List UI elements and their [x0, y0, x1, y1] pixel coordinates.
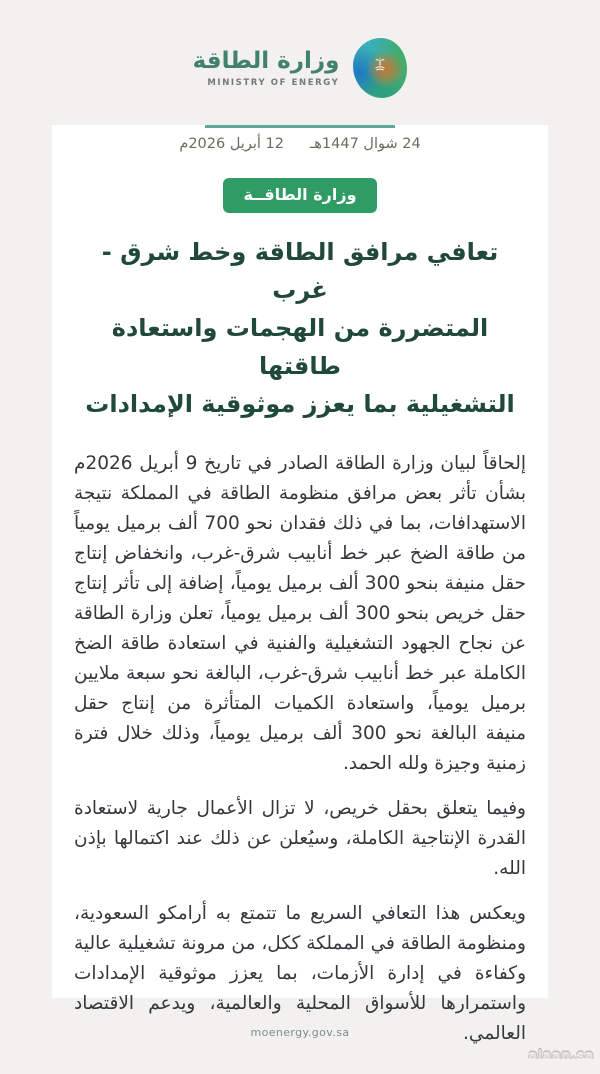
- ministry-logo-text: [193, 48, 340, 88]
- ministry-website-url: moenergy.gov.sa: [250, 1026, 350, 1039]
- ministry-logo: [0, 38, 600, 98]
- saudi-palm-emblem-icon: [375, 57, 386, 72]
- dateline: [74, 125, 526, 152]
- article-title-line-3: التشغيلية بما يعزز موثوقية الإمدادات: [85, 390, 515, 418]
- ministry-name-english: MINISTRY OF ENERGY: [207, 78, 340, 89]
- article-paragraph-1: إلحاقاً لبيان وزارة الطاقة الصادر في تاريخ 9 أبريل 2026م بشأن تأثر بعض مرافق منظومة الطاقة في المملكة نتيجة الاستهدافات، بما في ذلك فقدان نحو 700 ألف برميل يومياً من طاقة الضخ عبر خط أنابيب شرق-غرب، وانخفاض إنتاج حقل منيفة بنحو 300 ألف برميل يومياً، إضافة إلى تأثر إنتاج حقل خريص بنحو 300 ألف برميل يومياً، تعلن وزارة الطاقة عن نجاح الجهود التشغيلية والفنية في استعادة طاقة الضخ الكاملة عبر خط أنابيب شرق-غرب، البالغة نحو سبعة ملايين برميل يومياً، واستعادة الكميات المتأثرة من إنتاج حقل منيفة البالغة نحو 300 ألف برميل يومياً، وذلك خلال فترة زمنية وجيزة ولله الحمد.: [74, 453, 526, 774]
- date-gregorian: 12 أبريل 2026م: [179, 136, 284, 152]
- source-watermark: alaan.sa: [528, 1048, 594, 1063]
- ministry-of-energy-logo-icon: [353, 38, 407, 98]
- article-paragraph-3: ويعكس هذا التعافي السريع ما تتمتع به أرامكو السعودية، ومنظومة الطاقة في المملكة ككل، من مرونة تشغيلية عالية وكفاءة في إدارة الأزمات، بما يعزز موثوقية الإمدادات واستمرارها للأسواق المحلية والعالمية، ويدعم الاقتصاد العالمي.: [74, 903, 526, 1044]
- article-body: [74, 449, 526, 1049]
- article-title-line-2: المتضررة من الهجمات واستعادة طاقتها: [111, 314, 489, 380]
- article-paragraph-2: وفيما يتعلق بحقل خريص، لا تزال الأعمال جارية لاستعادة القدرة الإنتاجية الكاملة، وسيُعلن عن ذلك عند اكتمالها بإذن الله.: [74, 798, 526, 879]
- ministry-badge: وزارة الطاقــة: [223, 178, 376, 213]
- date-hijri: 24 شوال 1447هـ: [309, 136, 421, 152]
- article-title-line-1: تعافي مرافق الطاقة وخط شرق - غرب: [101, 238, 499, 304]
- ministry-name-arabic: وزارة الطاقة: [192, 47, 340, 74]
- teal-top-divider: [205, 125, 395, 128]
- article-title: [74, 233, 526, 423]
